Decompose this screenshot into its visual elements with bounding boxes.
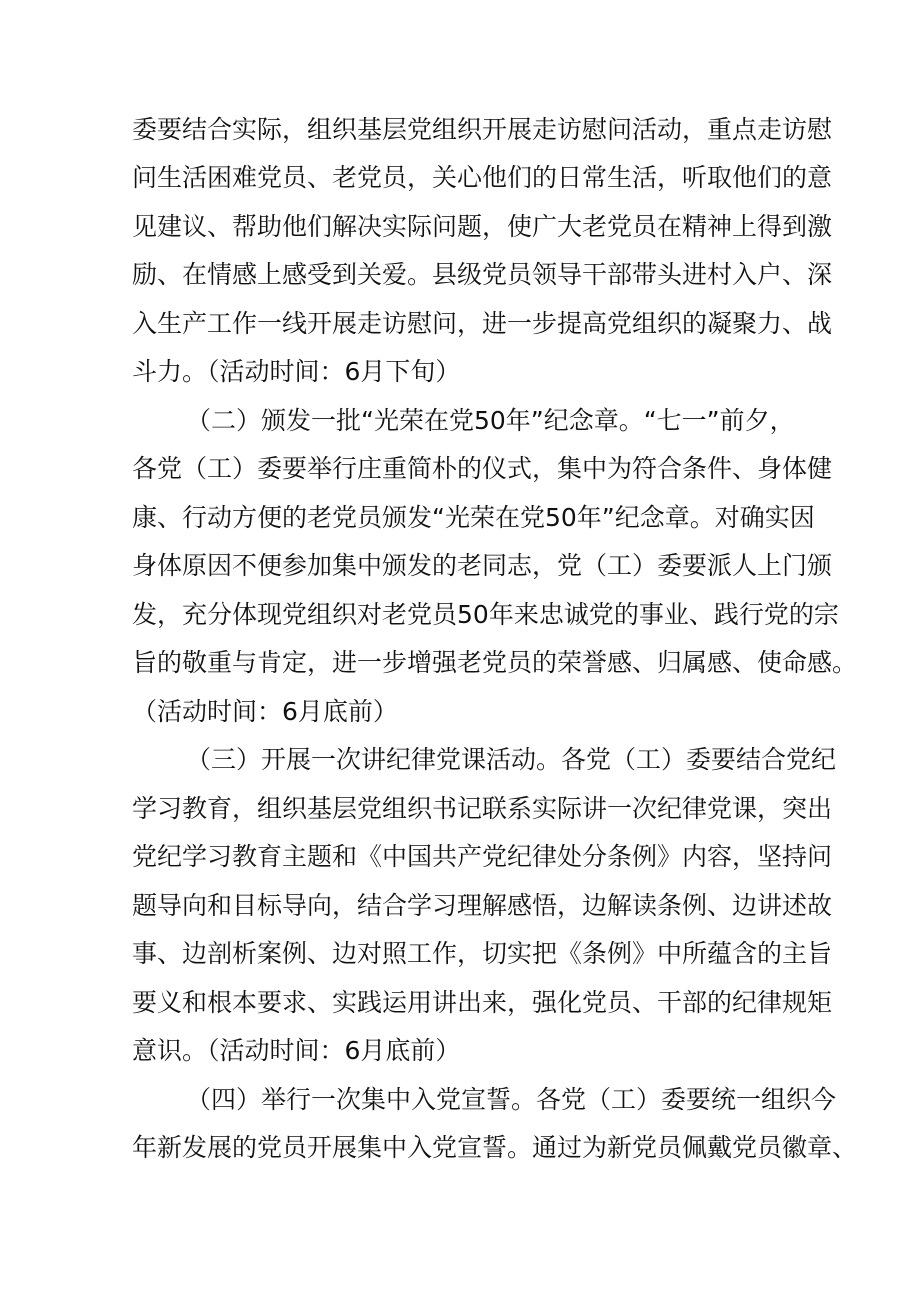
text-line: 学习教育，组织基层党组织书记联系实际讲一次纪律党课，突出	[132, 794, 833, 823]
text-line: 问生活困难党员、老党员，关心他们的日常生活，听取他们的意	[132, 163, 833, 192]
text-line: 委要结合实际，组织基层党组织开展走访慰问活动，重点走访慰	[132, 115, 833, 144]
text-line: 要义和根本要求、实践运用讲出来，强化党员、干部的纪律规矩	[132, 988, 833, 1017]
paragraph-3-first-line: （三）开展一次讲纪律党课活动。各党（工）委要结合党纪	[186, 745, 837, 774]
text-line: 年新发展的党员开展集中入党宣誓。通过为新党员佩戴党员徽章、	[132, 1133, 858, 1162]
text-line: 事、边剖析案例、边对照工作，切实把《条例》中所蕴含的主旨	[132, 939, 833, 968]
text-line: 康、行动方便的老党员颁发“光荣在党50年”纪念章。对确实因	[132, 503, 815, 532]
text-line: 意识。（活动时间：6月底前）	[132, 1036, 461, 1065]
text-line: 题导向和目标导向，结合学习理解感悟，边解读条例、边讲述故	[132, 891, 833, 920]
text-line: 斗力。（活动时间：6月下旬）	[132, 357, 461, 386]
text-line: 励、在情感上感受到关爱。县级党员领导干部带头进村入户、深	[132, 260, 833, 289]
text-line: 旨的敬重与肯定，进一步增强老党员的荣誉感、归属感、使命感。	[132, 648, 858, 677]
text-line: 党纪学习教育主题和《中国共产党纪律处分条例》内容，坚持问	[132, 842, 833, 871]
text-line: 入生产工作一线开展走访慰问，进一步提高党组织的凝聚力、战	[132, 309, 833, 338]
text-line: （活动时间：6月底前）	[132, 697, 398, 726]
text-line: 身体原因不便参加集中颁发的老同志，党（工）委要派人上门颁	[132, 551, 833, 580]
text-line: 见建议、帮助他们解决实际问题，使广大老党员在精神上得到激	[132, 212, 833, 241]
paragraph-2-first-line: （二）颁发一批“光荣在党50年”纪念章。“七一”前夕，	[186, 406, 795, 435]
paragraph-4-first-line: （四）举行一次集中入党宣誓。各党（工）委要统一组织今	[186, 1085, 837, 1114]
text-line: 各党（工）委要举行庄重简朴的仪式，集中为符合条件、身体健	[132, 454, 833, 483]
text-line: 发，充分体现党组织对老党员50年来忠诚党的事业、践行党的宗	[132, 600, 839, 629]
